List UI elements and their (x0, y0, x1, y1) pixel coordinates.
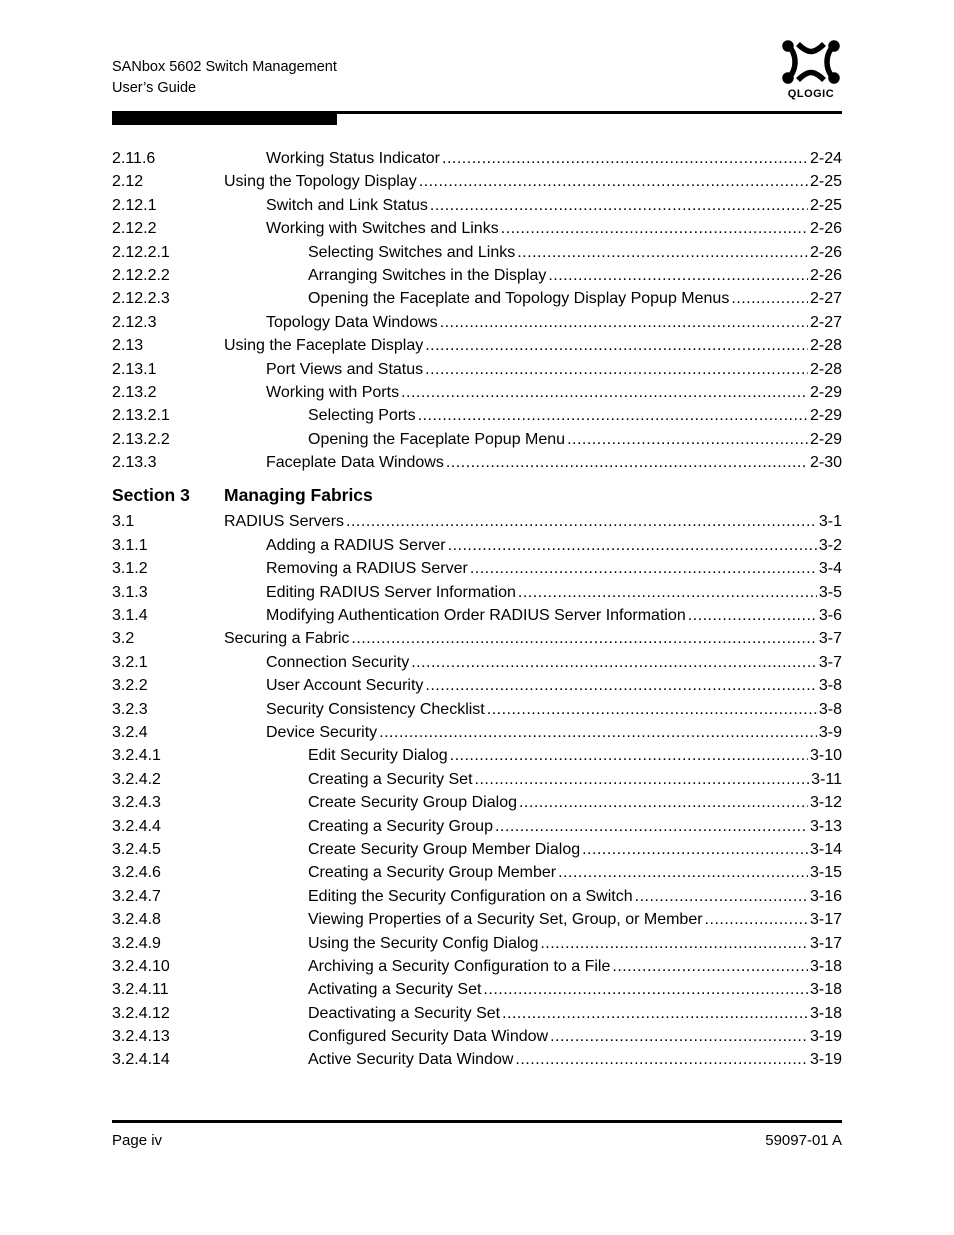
toc-entry-title: Security Consistency Checklist (266, 700, 485, 718)
toc-entry-title: Adding a RADIUS Server (266, 536, 446, 554)
toc-entry-line (308, 428, 842, 451)
dot-leader (450, 744, 808, 767)
toc-entry[interactable] (112, 358, 842, 381)
section-number: Section 3 (112, 485, 190, 506)
toc-entry[interactable] (112, 1025, 842, 1048)
toc-entry-title: Working with Ports (266, 383, 400, 401)
toc-entry[interactable] (112, 147, 842, 170)
toc-entry-title: Configured Security Data Window (308, 1028, 549, 1046)
toc-list-upper (112, 147, 842, 474)
toc-entry-line (266, 194, 842, 217)
toc-entry-page: 3-10 (809, 747, 842, 765)
toc-entry-page: 3-15 (809, 864, 842, 882)
toc-entry-title: Using the Security Config Dialog (308, 934, 539, 952)
toc-entry-title: Creating a Security Set (308, 770, 473, 788)
toc-entry-line (266, 147, 842, 170)
dot-leader (582, 838, 808, 861)
toc-entry-title: Editing the Security Configuration on a Switch (308, 887, 633, 905)
toc-entry-title: Viewing Properties of a Security Set, Group, or Member (308, 911, 703, 929)
toc-entry-page: 2-27 (809, 313, 842, 331)
toc-entry-number: 2.13.2.2 (112, 430, 170, 448)
toc-entry-line (308, 885, 842, 908)
toc-entry-page: 3-9 (818, 723, 842, 741)
toc-entry-line (308, 861, 842, 884)
toc-entry[interactable] (112, 581, 842, 604)
toc-entry-page: 3-12 (809, 794, 842, 812)
dot-leader (548, 264, 808, 287)
toc-entry[interactable] (112, 861, 842, 884)
toc-entry-line (308, 1002, 842, 1025)
toc-entry-page: 3-18 (809, 1004, 842, 1022)
toc-entry-title: Modifying Authentication Order RADIUS Server Information (266, 607, 686, 625)
toc-entry-title: Device Security (266, 723, 378, 741)
toc-entry-number: 3.2.4.3 (112, 794, 161, 812)
toc-entry[interactable] (112, 451, 842, 474)
toc-entry-line (266, 381, 842, 404)
toc-entry-line (266, 557, 842, 580)
toc-entry-line (266, 651, 842, 674)
toc-entry-title: Using the Faceplate Display (224, 337, 424, 355)
toc-entry-title: Faceplate Data Windows (266, 454, 444, 472)
toc-entry-number: 3.1.1 (112, 536, 148, 554)
toc-entry-number: 2.13.2.1 (112, 407, 170, 425)
toc-entry-page: 2-24 (809, 150, 842, 167)
toc-entry-page: 3-18 (809, 957, 842, 975)
toc-entry[interactable] (112, 604, 842, 627)
toc-entry-title: Edit Security Dialog (308, 747, 448, 765)
toc-entry[interactable] (112, 404, 842, 427)
toc-entry-number: 3.2.4.10 (112, 957, 170, 975)
toc-entry-title: Working Status Indicator (266, 150, 441, 167)
toc-entry-title: Creating a Security Group Member (308, 864, 557, 882)
toc-entry[interactable] (112, 311, 842, 334)
toc-entry-page: 2-30 (809, 454, 842, 472)
header-subtitle: User’s Guide (112, 80, 197, 96)
toc-entry-page: 2-28 (809, 360, 842, 378)
toc-entry-number: 3.2.4.2 (112, 770, 161, 788)
toc-entry[interactable] (112, 334, 842, 357)
toc-entry-line (308, 768, 842, 791)
toc-entry[interactable] (112, 428, 842, 451)
toc-entry[interactable] (112, 264, 842, 287)
toc-entry[interactable] (112, 838, 842, 861)
dot-leader (558, 861, 808, 884)
toc-entry-page: 3-14 (809, 840, 842, 858)
toc-entry[interactable] (112, 768, 842, 791)
toc-entry-number: 3.2.1 (112, 653, 148, 671)
dot-leader (401, 381, 808, 404)
toc-entry-page: 3-19 (809, 1028, 842, 1046)
toc-entry-line (308, 791, 842, 814)
toc-entry-page: 2-27 (809, 290, 842, 308)
toc-entry-title: Working with Switches and Links (266, 220, 499, 238)
toc-entry-page: 2-25 (809, 196, 842, 214)
dot-leader (550, 1025, 808, 1048)
toc-entry-title: Editing RADIUS Server Information (266, 583, 516, 601)
toc-entry-number: 3.2.3 (112, 700, 148, 718)
toc-entry-title: Create Security Group Member Dialog (308, 840, 581, 858)
dot-leader (515, 1048, 808, 1071)
toc-entry-number: 2.12.2 (112, 220, 157, 238)
toc-entry[interactable] (112, 557, 842, 580)
toc-entry-number: 3.2.4.6 (112, 864, 161, 882)
dot-leader (379, 721, 817, 744)
toc-entry-title: Deactivating a Security Set (308, 1004, 501, 1022)
toc-entry-number: 3.2.4 (112, 723, 148, 741)
toc-entry-line (308, 287, 842, 310)
toc-entry-page: 3-19 (809, 1051, 842, 1069)
toc-entry-page: 3-18 (809, 981, 842, 999)
toc-entry-number: 3.2.2 (112, 677, 148, 695)
toc-entry[interactable] (112, 955, 842, 978)
toc-entry-page: 3-11 (811, 770, 842, 788)
toc-entry-line (308, 815, 842, 838)
toc-entry-line (308, 404, 842, 427)
toc-entry-number: 3.2.4.11 (112, 981, 169, 999)
toc-entry[interactable] (112, 908, 842, 931)
toc-entry-title: Active Security Data Window (308, 1051, 514, 1069)
toc-entry-number: 2.12.2.1 (112, 243, 170, 261)
toc-entry-line (308, 1025, 842, 1048)
toc-entry-title: Port Views and Status (266, 360, 424, 378)
toc-entry-line (266, 674, 842, 697)
toc-entry-number: 3.2.4.13 (112, 1028, 170, 1046)
toc-entry[interactable] (112, 744, 842, 767)
toc-entry-title: RADIUS Servers (224, 513, 345, 531)
toc-entry-number: 2.12.2.2 (112, 266, 170, 284)
toc-entry-title: Creating a Security Group (308, 817, 493, 835)
toc-entry-line (266, 217, 842, 240)
toc-entry[interactable] (112, 287, 842, 310)
toc-entry-number: 2.13.3 (112, 454, 157, 472)
toc-entry[interactable] (112, 791, 842, 814)
toc-entry-title: Opening the Faceplate Popup Menu (308, 430, 566, 448)
toc-entry-page: 3-7 (818, 653, 842, 671)
toc-entry-title: Switch and Link Status (266, 196, 428, 214)
toc-entry[interactable] (112, 194, 842, 217)
toc-entry[interactable] (112, 241, 842, 264)
toc-entry-page: 2-25 (809, 173, 842, 191)
toc-entry-page: 2-29 (809, 430, 842, 448)
toc-entry-title: Selecting Switches and Links (308, 243, 516, 261)
toc-entry-title: Opening the Faceplate and Topology Display Popup Menus (308, 290, 730, 308)
qlogic-logo (778, 38, 844, 100)
toc-entry-line (308, 978, 842, 1001)
toc-entry-line (266, 604, 842, 627)
dot-leader (540, 932, 808, 955)
dot-leader (418, 404, 808, 427)
toc-entry-line (266, 721, 842, 744)
toc-entry-line (308, 744, 842, 767)
toc-entry-page: 2-29 (809, 383, 842, 401)
toc-entry-number: 3.1.4 (112, 607, 148, 625)
dot-leader (612, 955, 808, 978)
toc-entry-line (266, 581, 842, 604)
toc-entry-page: 3-16 (809, 887, 842, 905)
toc-entry-line (308, 838, 842, 861)
dot-leader (483, 978, 808, 1001)
dot-leader (442, 147, 808, 170)
toc-entry-title: Connection Security (266, 653, 410, 671)
toc-entry-title: Create Security Group Dialog (308, 794, 517, 812)
dot-leader (705, 908, 808, 931)
toc-entry-line (308, 908, 842, 931)
toc-entry-number: 2.13.2 (112, 383, 157, 401)
toc-entry[interactable] (112, 170, 842, 193)
dot-leader (475, 768, 810, 791)
toc-entry-number: 3.2.4.9 (112, 934, 161, 952)
toc-entry-title: Securing a Fabric (224, 630, 350, 648)
toc-entry-number: 3.2 (112, 630, 135, 648)
toc-entry-number: 3.2.4.12 (112, 1004, 170, 1022)
toc-entry[interactable] (112, 885, 842, 908)
toc-entry-line (308, 955, 842, 978)
toc-entry-page: 2-26 (809, 220, 842, 238)
dot-leader (419, 170, 808, 193)
toc-entry-page: 3-4 (818, 560, 842, 578)
toc-entry-page: 3-2 (818, 536, 842, 554)
toc-entry[interactable] (112, 534, 842, 557)
dot-leader (448, 534, 817, 557)
toc-entry-line (224, 627, 842, 650)
toc-entry-number: 2.12.2.3 (112, 290, 170, 308)
page-number: Page iv (112, 1132, 163, 1149)
dot-leader (495, 815, 808, 838)
header-rule (112, 111, 842, 114)
toc-entry-number: 2.12 (112, 173, 144, 191)
footer-rule (112, 1120, 842, 1123)
dot-leader (501, 217, 808, 240)
section-title: Managing Fabrics (224, 485, 373, 506)
toc-entry-page: 3-5 (818, 583, 842, 601)
toc-entry-number: 2.12.3 (112, 313, 157, 331)
toc-entry[interactable] (112, 978, 842, 1001)
dot-leader (635, 885, 808, 908)
toc-entry-title: Activating a Security Set (308, 981, 482, 999)
toc-entry-number: 2.12.1 (112, 196, 157, 214)
toc-entry-number: 3.1.2 (112, 560, 148, 578)
toc-entry-line (266, 451, 842, 474)
toc-entry-page: 3-8 (818, 700, 842, 718)
toc-entry-number: 2.13.1 (112, 360, 157, 378)
dot-leader (731, 287, 808, 310)
dot-leader (519, 791, 808, 814)
toc-entry-line (266, 534, 842, 557)
toc-entry[interactable] (112, 721, 842, 744)
toc-entry-title: Topology Data Windows (266, 313, 438, 331)
toc-entry[interactable] (112, 1002, 842, 1025)
toc-entry-number: 3.2.4.4 (112, 817, 161, 835)
toc-entry-number: 3.2.4.5 (112, 840, 161, 858)
toc-entry-page: 3-13 (809, 817, 842, 835)
toc-entry-title: Arranging Switches in the Display (308, 266, 547, 284)
dot-leader (517, 241, 808, 264)
toc-entry-line (266, 698, 842, 721)
dot-leader (346, 510, 817, 533)
toc-entry-page: 3-8 (818, 677, 842, 695)
toc-entry[interactable] (112, 674, 842, 697)
toc-entry[interactable] (112, 698, 842, 721)
toc-entry-title: Archiving a Security Configuration to a File (308, 957, 611, 975)
qlogic-logo-icon (778, 38, 844, 100)
dot-leader (440, 311, 808, 334)
toc-entry[interactable] (112, 815, 842, 838)
dot-leader (425, 358, 808, 381)
toc-list-lower (112, 510, 842, 1071)
toc-entry-number: 3.2.4.8 (112, 911, 161, 929)
toc-entry-line (308, 932, 842, 955)
toc-entry-page: 2-26 (809, 243, 842, 261)
toc-entry-page: 3-6 (818, 607, 842, 625)
toc-entry[interactable] (112, 627, 842, 650)
dot-leader (688, 604, 817, 627)
toc-entry[interactable] (112, 217, 842, 240)
toc-entry-line (224, 334, 842, 357)
toc-entry-line (266, 311, 842, 334)
toc-entry[interactable] (112, 1048, 842, 1071)
dot-leader (518, 581, 817, 604)
toc-entry-title: Removing a RADIUS Server (266, 560, 468, 578)
toc-entry-line (308, 241, 842, 264)
toc-entry-title: Selecting Ports (308, 407, 416, 425)
table-of-contents (112, 147, 842, 1072)
toc-entry-number: 3.2.4.14 (112, 1051, 170, 1069)
dot-leader (411, 651, 817, 674)
logo-wordmark: QLOGIC (787, 88, 835, 100)
dot-leader (430, 194, 808, 217)
header-title: SANbox 5602 Switch Management (112, 59, 337, 75)
dot-leader (567, 428, 808, 451)
toc-entry-page: 3-7 (818, 630, 842, 648)
toc-entry-line (224, 170, 842, 193)
toc-entry-number: 3.1.3 (112, 583, 148, 601)
toc-entry-page: 2-29 (809, 407, 842, 425)
toc-entry-page: 2-26 (809, 266, 842, 284)
toc-entry[interactable] (112, 381, 842, 404)
document-header (112, 57, 337, 99)
section-heading (112, 480, 842, 510)
dot-leader (470, 557, 817, 580)
toc-entry-line (308, 264, 842, 287)
toc-entry-title: User Account Security (266, 677, 424, 695)
toc-entry[interactable] (112, 510, 842, 533)
toc-entry-page: 3-17 (809, 911, 842, 929)
dot-leader (425, 334, 808, 357)
toc-entry-number: 2.13 (112, 337, 144, 355)
toc-entry[interactable] (112, 651, 842, 674)
dot-leader (487, 698, 817, 721)
dot-leader (502, 1002, 808, 1025)
toc-entry-number: 3.2.4.7 (112, 887, 161, 905)
toc-entry-page: 3-17 (809, 934, 842, 952)
dot-leader (446, 451, 808, 474)
dot-leader (425, 674, 816, 697)
toc-entry-number: 3.1 (112, 513, 135, 531)
toc-entry-line (224, 510, 842, 533)
toc-entry-line (308, 1048, 842, 1071)
toc-entry-page: 3-1 (818, 513, 842, 531)
toc-entry-number: 2.11.6 (112, 150, 156, 167)
toc-entry-line (266, 358, 842, 381)
toc-entry-page: 2-28 (809, 337, 842, 355)
toc-entry-title: Using the Topology Display (224, 173, 417, 191)
toc-entry-number: 3.2.4.1 (112, 747, 161, 765)
toc-entry[interactable] (112, 932, 842, 955)
document-number: 59097-01 A (765, 1132, 842, 1149)
dot-leader (351, 627, 816, 650)
